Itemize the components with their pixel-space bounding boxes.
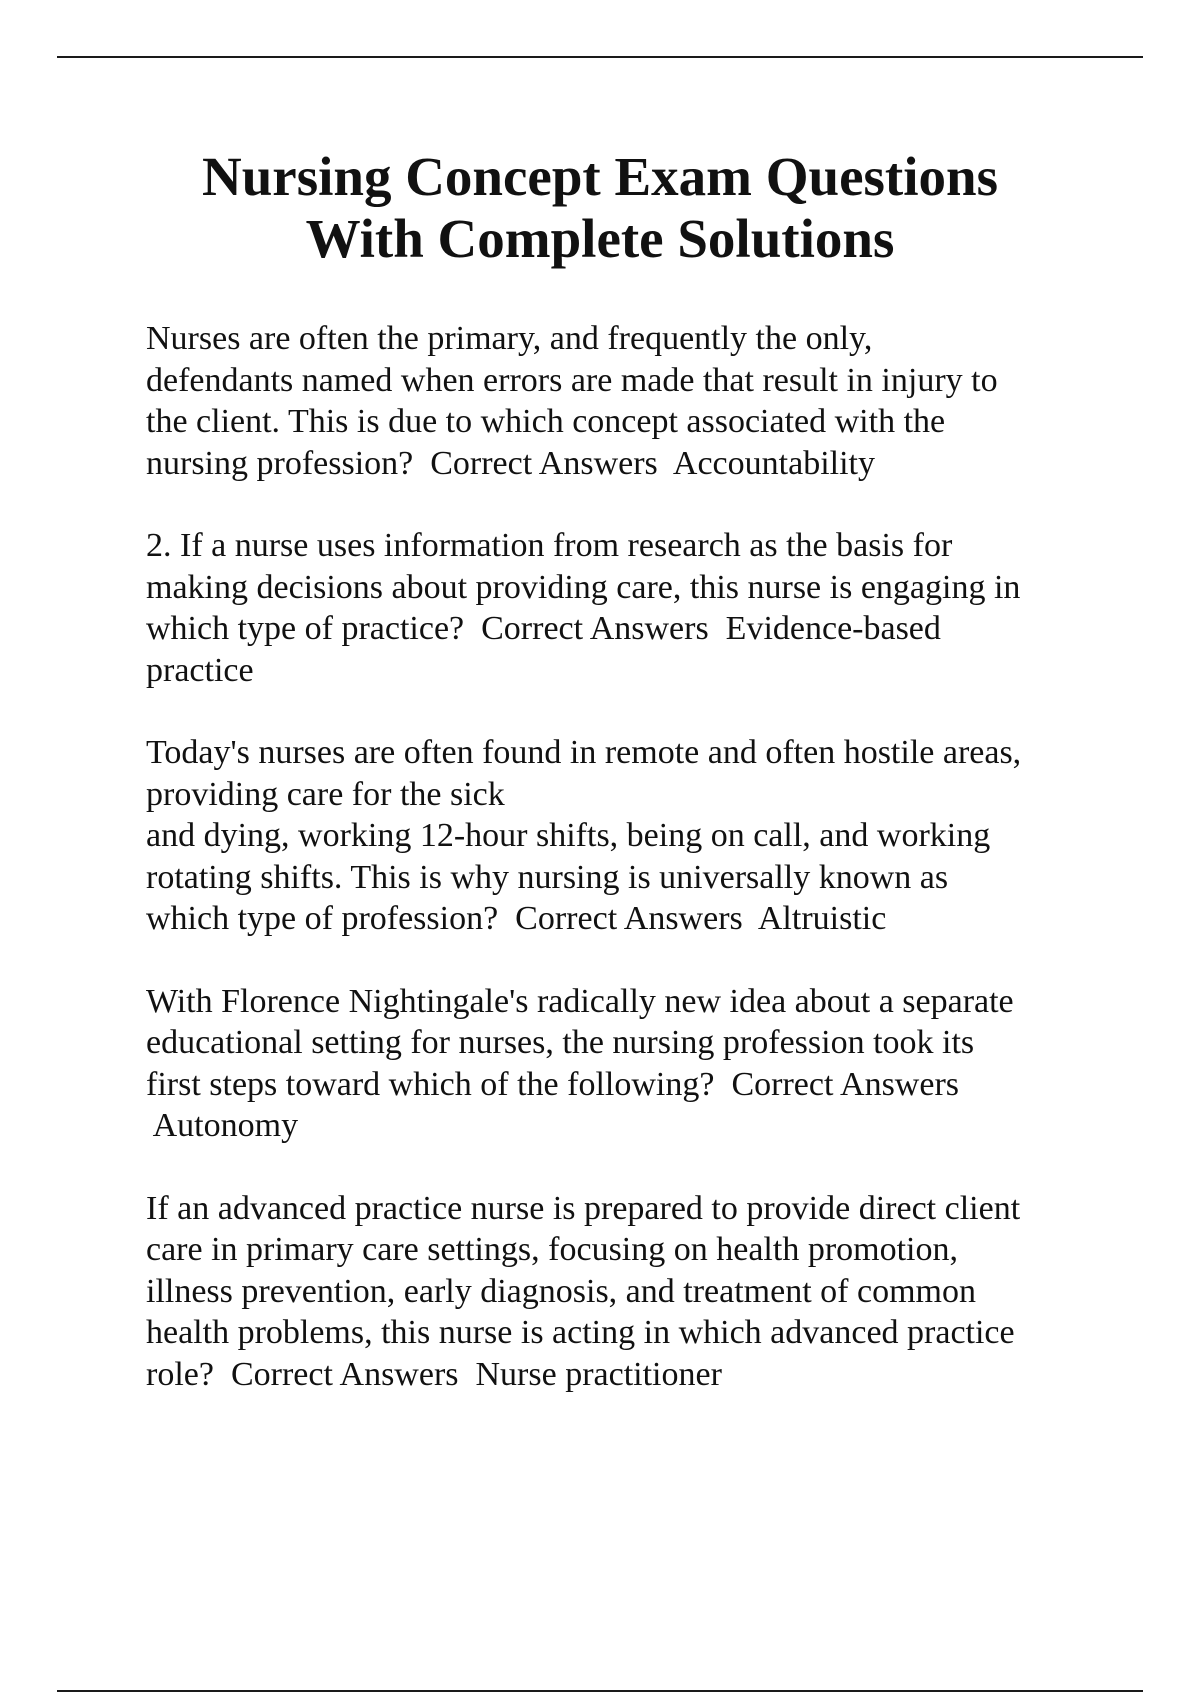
question-text-line: Nurses are often the primary, and frequently the only,	[146, 320, 873, 357]
question-text-line: Today's nurses are often found in remote and often hostile areas,	[146, 734, 1022, 771]
answer-line: role? Correct Answers Nurse practitioner	[146, 1355, 722, 1393]
question-text-line: health problems, this nurse is acting in which advanced practice	[146, 1314, 1015, 1351]
answer-line: Autonomy	[146, 1107, 299, 1144]
question-text-line: 2. If a nurse uses information from research as the basis for	[146, 527, 953, 564]
answer-line: first steps toward which of the following? Correct Answers	[146, 1065, 959, 1103]
question-item-1	[146, 318, 1146, 484]
question-text-line: With Florence Nightingale's radically new idea about a separate	[146, 982, 1014, 1020]
question-item-5	[146, 1188, 1146, 1396]
document-title	[100, 146, 1100, 270]
question-text-line: defendants named when errors are made that result in injury to	[146, 361, 998, 399]
question-text-line: care in primary care settings, focusing on health promotion,	[146, 1231, 958, 1268]
question-text-line: providing care for the sick	[146, 775, 505, 813]
question-text-line: and dying, working 12-hour shifts, being on call, and working	[146, 817, 991, 854]
answer-line: which type of practice? Correct Answers Evidence-based	[146, 610, 941, 647]
bottom-divider	[57, 1690, 1143, 1692]
question-item-3	[146, 732, 1146, 940]
title-line-1: Nursing Concept Exam Questions	[201, 146, 999, 207]
question-text-line: rotating shifts. This is why nursing is universally known as	[146, 858, 949, 896]
question-text-line: the client. This is due to which concept associated with the	[146, 403, 946, 440]
question-text-line: making decisions about providing care, this nurse is engaging in	[146, 568, 1021, 606]
question-item-2	[146, 525, 1146, 691]
top-divider	[57, 56, 1143, 58]
answer-line: practice	[146, 651, 254, 689]
question-item-4	[146, 981, 1146, 1147]
title-line-2: With Complete Solutions	[305, 208, 895, 269]
answer-line: nursing profession? Correct Answers Accountability	[146, 444, 875, 482]
question-list	[146, 318, 1146, 1436]
question-text-line: educational setting for nurses, the nursing profession took its	[146, 1024, 975, 1061]
question-text-line: illness prevention, early diagnosis, and treatment of common	[146, 1272, 976, 1310]
question-text-line: If an advanced practice nurse is prepared to provide direct client	[146, 1189, 1021, 1227]
answer-line: which type of profession? Correct Answers Altruistic	[146, 900, 887, 937]
